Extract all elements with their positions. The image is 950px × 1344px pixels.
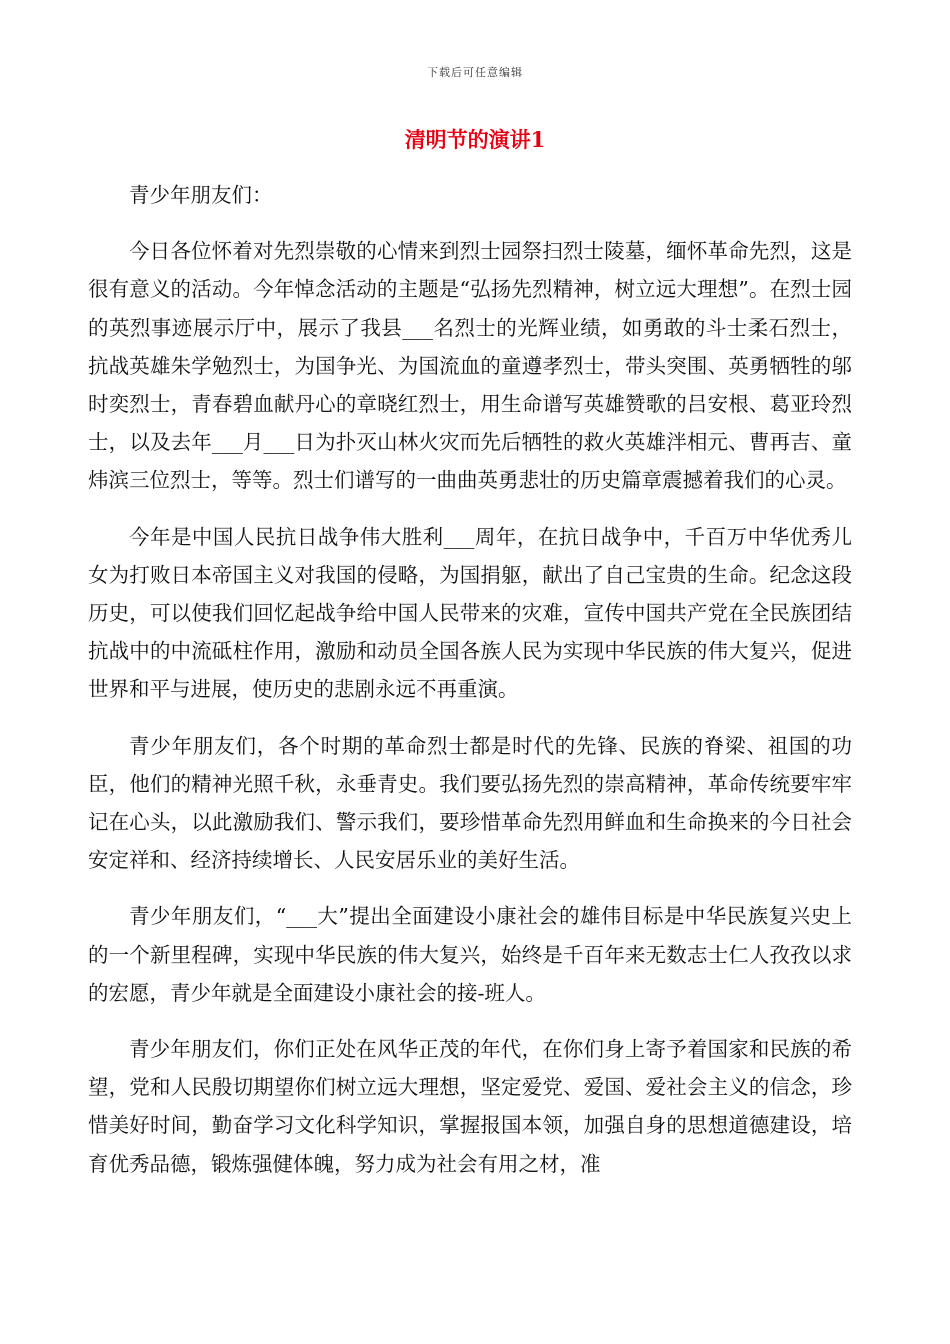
paragraph-1: 今日各位怀着对先烈崇敬的心情来到烈士园祭扫烈士陵墓，缅怀革命先烈，这是很有意义的活动。今年悼念活动的主题是“弘扬先烈精神，树立远大理想”。在烈士园的英烈事迹展示厅中，展示了我县___名烈士的光辉业绩，如勇敢的斗士柔石烈士，抗战英雄朱学勉烈士，为国争光、为国流血的童遵孝烈士，带头突围、英勇牺牲的邬时奕烈士，青春碧血献丹心的章晓红烈士，用生命谱写英雄赞歌的吕安根、葛亚玲烈士，以及去年___月___日为扑灭山林火灾而先后牺牲的救火英雄泮相元、曹再吉、童炜滨三位烈士，等等。烈士们谱写的一曲曲英勇悲壮的历史篇章震撼着我们的心灵。 (88, 239, 852, 493)
document-title: 清明节的演讲1 (404, 127, 546, 152)
paragraph-3: 青少年朋友们，各个时期的革命烈士都是时代的先锋、民族的脊梁、祖国的功臣，他们的精神光照千秋，永垂青史。我们要弘扬先烈的崇高精神，革命传统要牢牢记在心头，以此激励我们、警示我们，要珍惜革命先烈用鲜血和生命换来的今日社会安定祥和、经济持续增长、人民安居乐业的美好生活。 (88, 733, 852, 873)
document-body (88, 176, 852, 1201)
header-note: 下载后可任意编辑 (427, 66, 523, 79)
paragraph-2: 今年是中国人民抗日战争伟大胜利___周年，在抗日战争中，千百万中华优秀儿女为打败日本帝国主义对我国的侵略，为国捐躯，献出了自己宝贵的生命。纪念这段历史，可以使我们回忆起战争给中国人民带来的灾难，宣传中国共产党在全民族团结抗战中的中流砥柱作用，激励和动员全国各族人民为实现中华民族的伟大复兴，促进世界和平与进展，使历史的悲剧永远不再重演。 (88, 524, 852, 702)
paragraph-4: 青少年朋友们，“___大”提出全面建设小康社会的雄伟目标是中华民族复兴史上的一个新里程碑，实现中华民族的伟大复兴，始终是千百年来无数志士仁人孜孜以求的宏愿，青少年就是全面建设小康社会的接-班人。 (88, 904, 852, 1005)
paragraph-5: 青少年朋友们，你们正处在风华正茂的年代，在你们身上寄予着国家和民族的希望，党和人民殷切期望你们树立远大理想，坚定爱党、爱国、爱社会主义的信念，珍惜美好时间，勤奋学习文化科学知识，掌握报国本领，加强自身的思想道德建设，培育优秀品德，锻炼强健体魄，努力成为社会有用之材，准 (88, 1037, 852, 1176)
paragraph-greeting: 青少年朋友们： (129, 183, 273, 207)
